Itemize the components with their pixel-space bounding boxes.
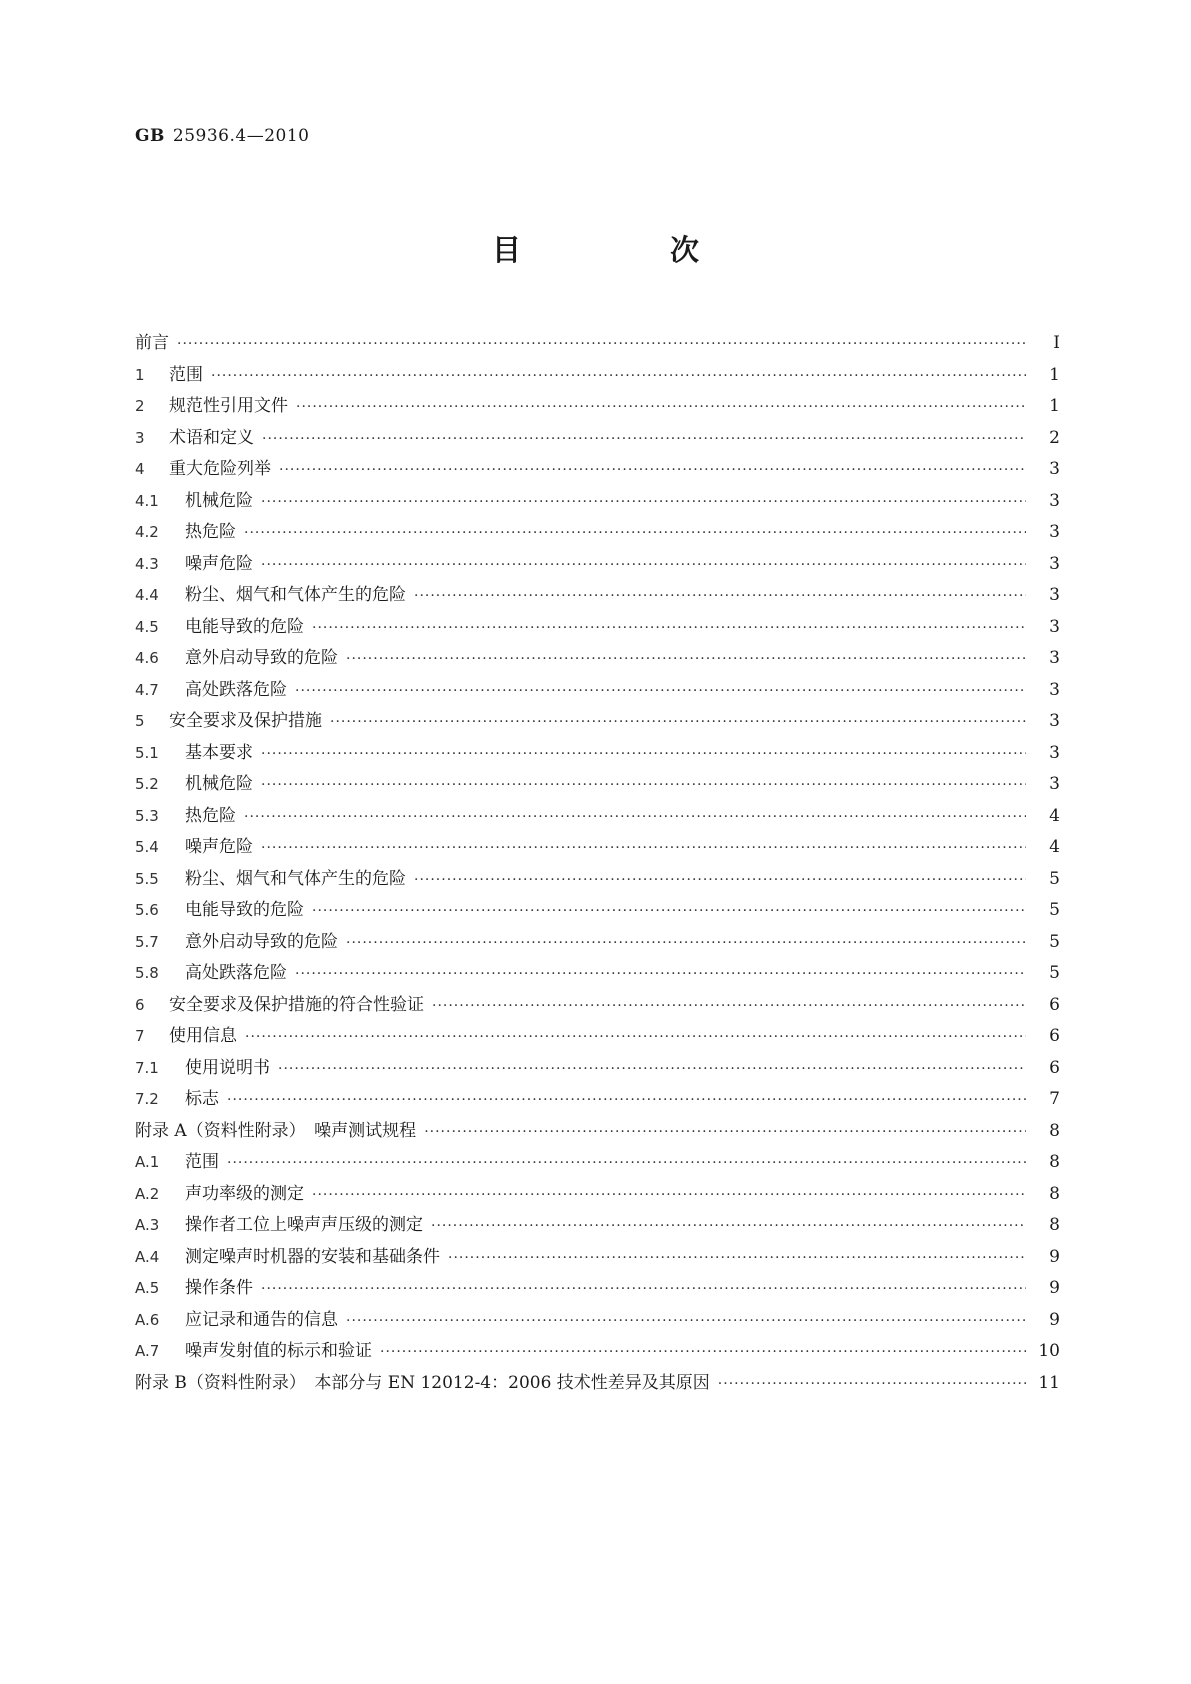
toc-entry-text: 使用说明书	[185, 1057, 270, 1078]
toc-page-number: 2	[1049, 427, 1060, 448]
toc-leader-dots	[245, 1029, 1026, 1045]
toc-entry[interactable]	[135, 360, 1060, 392]
toc-entry-number: 5.1	[135, 743, 159, 762]
toc-entry-number: 2	[135, 397, 145, 415]
toc-page-number: 3	[1049, 616, 1060, 637]
toc-entry[interactable]	[135, 549, 1060, 581]
toc-leader-dots	[261, 777, 1026, 793]
toc-page-number: 5	[1049, 931, 1060, 952]
toc-page-number: 3	[1049, 553, 1060, 574]
toc-page-number: 3	[1049, 679, 1060, 700]
toc-entry-text: 操作者工位上噪声声压级的测定	[185, 1215, 423, 1235]
toc-entry-label	[135, 1273, 261, 1298]
toc-page-number: 8	[1049, 1215, 1060, 1235]
toc-entry[interactable]	[135, 1021, 1060, 1053]
toc-entry[interactable]	[135, 1368, 1060, 1400]
toc-entry-number: 5.4	[135, 838, 159, 856]
toc-entry-label	[135, 675, 295, 700]
toc-entry[interactable]	[135, 1336, 1060, 1368]
toc-leader-dots	[424, 1124, 1026, 1140]
toc-leader-dots	[177, 336, 1026, 352]
toc-entry-number: 7.2	[135, 1090, 159, 1108]
toc-page-number: 1	[1049, 396, 1060, 416]
toc-entry-text: 意外启动导致的危险	[185, 931, 338, 952]
toc-entry[interactable]	[135, 958, 1060, 990]
toc-leader-dots	[414, 588, 1026, 604]
toc-entry[interactable]	[135, 328, 1060, 360]
toc-entry-number: A.3	[135, 1216, 160, 1234]
toc-page-number: 5	[1049, 868, 1060, 889]
toc-entry-text: 噪声危险	[185, 837, 253, 857]
toc-entry[interactable]	[135, 1053, 1060, 1085]
toc-entry-label	[135, 423, 262, 448]
toc-entry-text: 高处跌落危险	[185, 679, 287, 700]
toc-entry[interactable]	[135, 1305, 1060, 1337]
toc-entry-label	[135, 1116, 424, 1141]
toc-leader-dots	[448, 1250, 1026, 1266]
toc-entry-text: 电能导致的危险	[185, 900, 304, 920]
toc-entry-label	[135, 391, 296, 416]
toc-page-number: 9	[1049, 1278, 1060, 1298]
toc-entry-label	[135, 1210, 431, 1235]
toc-entry-number: 5	[135, 712, 145, 730]
toc-entry[interactable]	[135, 1273, 1060, 1305]
toc-entry-label	[135, 832, 261, 857]
toc-entry[interactable]	[135, 580, 1060, 612]
toc-entry-number: A.6	[135, 1310, 160, 1329]
toc-entry-text: 热危险	[185, 805, 236, 826]
toc-entry-label	[135, 580, 414, 605]
toc-entry-label	[135, 1147, 227, 1172]
toc-leader-dots	[312, 620, 1026, 636]
toc-entry-text: 机械危险	[185, 774, 253, 794]
toc-entry[interactable]	[135, 454, 1060, 486]
toc-page-number: 3	[1049, 585, 1060, 605]
toc-entry-label	[135, 738, 261, 763]
toc-entry-label	[135, 990, 432, 1015]
toc-entry[interactable]	[135, 1210, 1060, 1242]
toc-page-number: Ⅰ	[1053, 333, 1060, 353]
toc-entry-number: 1	[135, 365, 145, 384]
toc-page-number: 3	[1049, 459, 1060, 479]
toc-entry[interactable]	[135, 990, 1060, 1022]
toc-entry-text: 范围	[185, 1152, 219, 1172]
toc-entry[interactable]	[135, 643, 1060, 675]
toc-entry-number: 4	[135, 460, 145, 478]
toc-leader-dots	[330, 714, 1026, 730]
toc-leader-dots	[346, 651, 1026, 667]
toc-page-number: 8	[1049, 1152, 1060, 1172]
toc-leader-dots	[414, 872, 1026, 888]
toc-entry-label	[135, 1305, 346, 1330]
toc-entry-label	[135, 643, 346, 668]
toc-entry[interactable]	[135, 1242, 1060, 1274]
toc-leader-dots	[432, 998, 1026, 1014]
toc-leader-dots	[261, 1281, 1026, 1297]
toc-entry-text: 意外启动导致的危险	[185, 648, 338, 668]
toc-entry[interactable]	[135, 675, 1060, 707]
toc-entry[interactable]	[135, 832, 1060, 864]
toc-entry-text: 声功率级的测定	[185, 1183, 304, 1204]
page-title: 目 次	[491, 233, 759, 267]
toc-entry-text: 附录 A（资料性附录） 噪声测试规程	[135, 1120, 417, 1141]
toc-page-number: 3	[1049, 742, 1060, 763]
toc-entry[interactable]	[135, 769, 1060, 801]
toc-page-number: 9	[1049, 1246, 1060, 1267]
toc-page-number: 3	[1049, 774, 1060, 794]
toc-entry-number: A.4	[135, 1247, 160, 1266]
toc-entry-number: 4.7	[135, 680, 159, 699]
toc-entry-text: 操作条件	[185, 1278, 253, 1298]
toc-entry[interactable]	[135, 706, 1060, 738]
standard-number: 25936.4—2010	[172, 126, 310, 146]
toc-entry-label	[135, 1053, 278, 1078]
toc-entry-label	[135, 801, 244, 826]
toc-leader-dots	[380, 1344, 1026, 1360]
toc-entry-label	[135, 958, 295, 983]
standard-code	[135, 126, 309, 146]
toc-entry-text: 机械危险	[185, 490, 253, 511]
toc-entry-number: 7	[135, 1027, 145, 1045]
toc-entry-label	[135, 1084, 227, 1109]
toc-leader-dots	[346, 935, 1026, 951]
toc-entry-text: 重大危险列举	[169, 459, 271, 479]
toc-entry-text: 应记录和通告的信息	[185, 1309, 338, 1330]
toc-leader-dots	[278, 1061, 1026, 1077]
toc-entry-text: 粉尘、烟气和气体产生的危险	[185, 868, 406, 889]
toc-page-number: 3	[1049, 711, 1060, 731]
toc-entry[interactable]	[135, 1179, 1060, 1211]
toc-entry-number: 6	[135, 995, 145, 1014]
toc-leader-dots	[296, 399, 1026, 415]
toc-entry-number: 4.6	[135, 649, 159, 667]
toc-page-number: 3	[1049, 522, 1060, 542]
toc-entry[interactable]	[135, 612, 1060, 644]
toc-entry-label	[135, 1021, 245, 1046]
toc-leader-dots	[295, 683, 1026, 699]
toc-leader-dots	[261, 840, 1026, 856]
toc-page-number: 3	[1049, 648, 1060, 668]
toc-entry-number: A.5	[135, 1279, 160, 1297]
toc-entry-number: 7.1	[135, 1058, 159, 1077]
toc-entry-text: 粉尘、烟气和气体产生的危险	[185, 585, 406, 605]
toc-page-number: 6	[1049, 994, 1060, 1015]
toc-leader-dots	[312, 1187, 1026, 1203]
toc-entry-number: 4.2	[135, 523, 159, 541]
toc-entry-label	[135, 1179, 312, 1204]
toc-entry-text: 噪声发射值的标示和验证	[185, 1341, 372, 1361]
toc-entry-number: 5.3	[135, 806, 159, 825]
toc-entry-text: 高处跌落危险	[185, 963, 287, 983]
toc-page-number: 8	[1049, 1183, 1060, 1204]
toc-entry[interactable]	[135, 486, 1060, 518]
toc-leader-dots	[261, 494, 1026, 510]
toc-entry-label	[135, 706, 330, 731]
toc-leader-dots	[346, 1313, 1026, 1329]
toc-entry[interactable]	[135, 423, 1060, 455]
toc-entry-number: 4.1	[135, 491, 159, 510]
toc-entry-text: 前言	[135, 333, 169, 353]
toc-entry-text: 基本要求	[185, 742, 253, 763]
toc-entry-number: 5.2	[135, 775, 159, 793]
toc-entry-label	[135, 360, 211, 385]
toc-entry-text: 热危险	[185, 522, 236, 542]
toc-entry-text: 附录 B（资料性附录） 本部分与 EN 12012-4：2006 技术性差异及其原因	[135, 1372, 710, 1393]
toc-entry-text: 范围	[169, 364, 203, 385]
toc-entry-label	[135, 486, 261, 511]
toc-entry[interactable]	[135, 517, 1060, 549]
toc-entry-text: 噪声危险	[185, 553, 253, 574]
toc-leader-dots	[295, 966, 1026, 982]
toc-entry-label	[135, 612, 312, 637]
toc-entry-number: 5.8	[135, 964, 159, 982]
toc-entry[interactable]	[135, 1147, 1060, 1179]
toc-leader-dots	[227, 1092, 1026, 1108]
toc-page-number: 4	[1049, 837, 1060, 857]
toc-entry-label	[135, 769, 261, 794]
toc-entry-number: 5.5	[135, 869, 159, 888]
toc-leader-dots	[227, 1155, 1026, 1171]
toc-entry-text: 标志	[185, 1089, 219, 1109]
toc-entry[interactable]	[135, 864, 1060, 896]
toc-entry[interactable]	[135, 738, 1060, 770]
toc-leader-dots	[431, 1218, 1026, 1234]
toc-entry-label	[135, 864, 414, 889]
toc-leader-dots	[261, 557, 1026, 573]
toc-entry-label	[135, 454, 279, 479]
toc-page-number: 6	[1049, 1026, 1060, 1046]
toc-entry-number: 4.5	[135, 617, 159, 636]
toc-entry-text: 术语和定义	[169, 427, 254, 448]
toc-entry-label	[135, 895, 312, 920]
toc-entry-number: A.1	[135, 1153, 160, 1171]
toc-entry-number: 4.4	[135, 586, 159, 604]
toc-entry-label	[135, 328, 177, 353]
toc-entry-text: 安全要求及保护措施	[169, 711, 322, 731]
toc-entry-number: 5.7	[135, 932, 159, 951]
toc-entry-text: 规范性引用文件	[169, 396, 288, 416]
toc-page-number: 7	[1049, 1089, 1060, 1109]
toc-entry[interactable]	[135, 895, 1060, 927]
table-of-contents	[135, 328, 1060, 1399]
toc-entry[interactable]	[135, 1084, 1060, 1116]
toc-page-number: 11	[1038, 1372, 1060, 1393]
toc-page-number: 5	[1049, 900, 1060, 920]
toc-leader-dots	[312, 903, 1026, 919]
toc-entry-number: A.2	[135, 1184, 160, 1203]
toc-entry-text: 使用信息	[169, 1026, 237, 1046]
toc-entry-label	[135, 549, 261, 574]
toc-page-number: 9	[1049, 1309, 1060, 1330]
toc-page-number: 3	[1049, 490, 1060, 511]
toc-leader-dots	[244, 525, 1026, 541]
toc-entry-text: 安全要求及保护措施的符合性验证	[169, 994, 424, 1015]
toc-leader-dots	[211, 368, 1026, 384]
toc-leader-dots	[262, 431, 1026, 447]
toc-entry[interactable]	[135, 391, 1060, 423]
toc-entry-label	[135, 1242, 448, 1267]
toc-entry-text: 电能导致的危险	[185, 616, 304, 637]
toc-entry[interactable]	[135, 927, 1060, 959]
toc-entry-label	[135, 1368, 718, 1393]
toc-entry-number: A.7	[135, 1342, 160, 1360]
toc-entry-number: 4.3	[135, 554, 159, 573]
toc-entry[interactable]	[135, 1116, 1060, 1148]
toc-page-number: 5	[1049, 963, 1060, 983]
toc-leader-dots	[279, 462, 1026, 478]
toc-leader-dots	[261, 746, 1026, 762]
toc-page-number: 4	[1049, 805, 1060, 826]
toc-page-number: 8	[1049, 1120, 1060, 1141]
toc-entry-label	[135, 927, 346, 952]
toc-page-number: 1	[1049, 364, 1060, 385]
toc-page-number: 6	[1049, 1057, 1060, 1078]
toc-page-number: 10	[1038, 1341, 1060, 1361]
standard-prefix: GB	[135, 126, 165, 146]
toc-entry-number: 3	[135, 428, 145, 447]
toc-leader-dots	[244, 809, 1026, 825]
toc-entry-number: 5.6	[135, 901, 159, 919]
toc-leader-dots	[718, 1376, 1026, 1392]
toc-entry-label	[135, 517, 244, 542]
toc-entry[interactable]	[135, 801, 1060, 833]
toc-entry-label	[135, 1336, 380, 1361]
toc-entry-text: 测定噪声时机器的安装和基础条件	[185, 1246, 440, 1267]
